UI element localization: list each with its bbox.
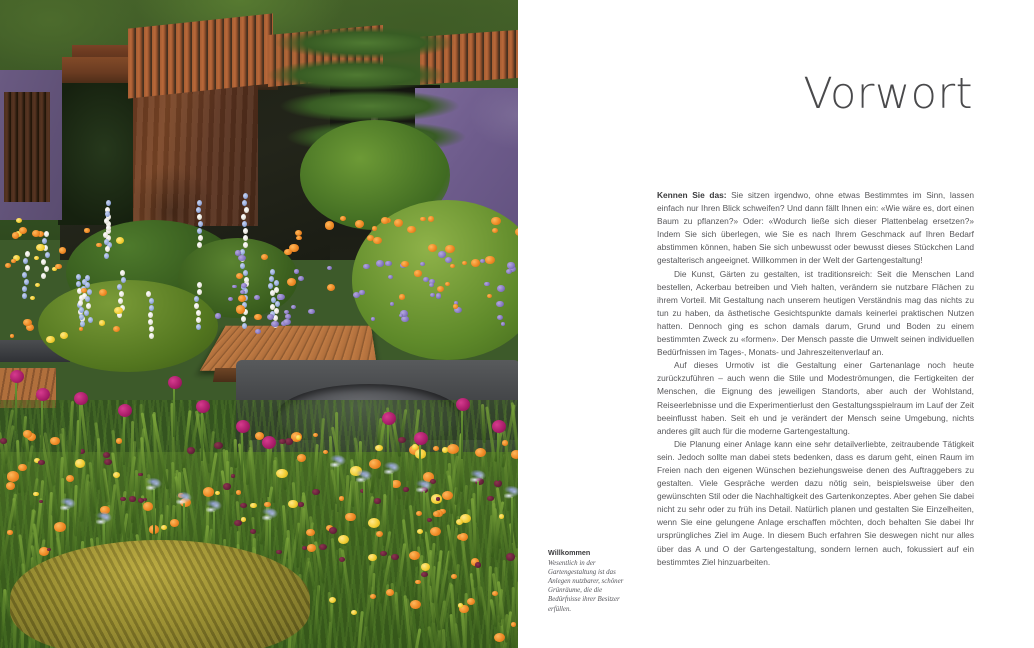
geranium-flower [429, 283, 434, 287]
geranium-flower [254, 295, 260, 300]
allium-stem [267, 445, 269, 497]
orange-flower [511, 450, 518, 459]
allium-stem [123, 413, 125, 465]
geranium-flower [308, 309, 314, 314]
yellow-flower [250, 503, 256, 508]
border-flower [99, 320, 105, 325]
yellow-flower [276, 469, 287, 479]
border-flower [5, 263, 11, 268]
burgundy-flower [103, 452, 110, 458]
foxglove-floret [270, 269, 275, 275]
orange-flower [492, 591, 498, 596]
yellow-flower [421, 563, 430, 571]
foxglove-floret [105, 246, 110, 252]
allium-stem [41, 397, 43, 449]
foxglove-floret [243, 242, 248, 248]
border-flower [113, 326, 120, 332]
orange-flower [376, 531, 383, 537]
iris-flower [96, 512, 112, 526]
allium-flower [236, 420, 250, 433]
orange-flower [447, 444, 459, 454]
allium-stem [79, 401, 81, 453]
grass-blade [472, 493, 476, 588]
orange-flower [7, 530, 12, 535]
burgundy-flower [403, 487, 409, 492]
orange-flower [415, 580, 421, 585]
orange-flower [502, 440, 508, 445]
foxglove-floret [79, 314, 84, 320]
foxglove-floret [106, 225, 111, 231]
orange-flower [297, 454, 306, 462]
foxglove-floret [25, 251, 30, 257]
iris-flower [504, 486, 518, 500]
yellow-flower [442, 447, 448, 452]
allium-flower [456, 398, 470, 411]
yellow-flower [33, 492, 38, 496]
border-flower [46, 336, 55, 343]
burgundy-flower [374, 498, 381, 504]
burgundy-flower [234, 520, 242, 526]
golden-conifer-shrub [10, 540, 310, 648]
allium-stem [497, 429, 499, 481]
orange-flower [6, 482, 15, 489]
allium-stem [461, 407, 463, 459]
allium-flower [168, 376, 182, 389]
orange-flower [485, 256, 494, 264]
geranium-flower [501, 322, 505, 325]
allium-flower [74, 392, 88, 405]
foxglove-floret [22, 272, 27, 278]
orange-flower [381, 217, 389, 224]
orange-flower [327, 284, 336, 291]
foxglove-floret [242, 200, 247, 206]
geranium-flower [484, 282, 489, 287]
foxglove-floret [41, 273, 46, 279]
yellow-flower [288, 500, 298, 508]
shrub-mass [38, 280, 218, 372]
burgundy-flower [427, 518, 432, 522]
orange-flower [325, 221, 335, 229]
iris-stem [391, 473, 393, 519]
allium-stem [201, 409, 203, 461]
orange-flower [409, 551, 420, 560]
iris-stem [153, 489, 155, 535]
geranium-flower [436, 293, 442, 298]
geranium-flower [507, 262, 514, 268]
iris-flower [146, 478, 162, 492]
orange-flower [433, 511, 440, 517]
orange-flower [471, 259, 480, 267]
geranium-flower [283, 319, 291, 326]
grass-blade [97, 438, 100, 490]
iris-stem [363, 481, 365, 527]
foxglove-floret [41, 259, 46, 265]
foxglove-floret [197, 214, 202, 220]
burgundy-flower [279, 439, 285, 444]
geranium-flower [376, 260, 384, 267]
foxglove-floret [120, 270, 125, 276]
lead-in-text: Kennen Sie das: [657, 190, 727, 200]
corten-wall-panel [133, 86, 258, 226]
allium-flower [492, 420, 506, 433]
allium-flower [262, 436, 276, 449]
iris-stem [423, 491, 425, 537]
orange-flower [306, 529, 315, 536]
paragraph: Auf dieses Urmotiv ist die Gestaltung einer Gartenanlage noch heute zurückzuführen – auch wenn die Stile und Modeströmungen, die Fertigkeiten der Menschen, die Eignung des jeweiligen Standorts, aber auch der Wohlstand, Reiseerlebnisse und die Experimentierlust den Gestaltungsspielraum im Lauf der Zeit beeinflusst haben. Seit eh und je verändert der Mensch seine Umgebung, nichts anderes gilt auch für die moderne Gartengestaltung. [657, 360, 974, 436]
iris-flower [176, 492, 192, 506]
foxglove-floret [243, 193, 248, 199]
foxglove-floret [240, 263, 245, 269]
page-title: Vorwort [803, 69, 973, 119]
burgundy-flower [421, 572, 427, 577]
allium-flower [10, 370, 24, 383]
border-flower [34, 256, 39, 260]
orange-flower [453, 304, 459, 309]
orange-flower [50, 437, 60, 445]
orange-flower [430, 527, 441, 536]
paragraph-text: Sie sitzen irgendwo, ohne etwas Bestimmtes im Sinn, lassen einfach nur Ihren Blick schweifen? Und dann fällt Ihnen ein: «Wie wäre es, dort einen Baum zu pflanzen?» Oder: «Wodurch ließe sich dieser Plattenbelag ersetzen?» Indem Sie sich überlegen, wie Sie es nach Ihrem Geschmack auf Ihren Bedarf abstimmen können, haben Sie sich unbewusst oder bewusst dieses Stückchen Land gestalterisch angeeignet. Willkommen in der Welt der Gartengestaltung! [657, 190, 974, 266]
burgundy-flower [231, 474, 235, 477]
foxglove-floret [80, 321, 85, 327]
orange-flower [416, 511, 422, 516]
border-flower [30, 296, 35, 300]
yellow-flower [296, 435, 301, 440]
orange-flower [54, 522, 66, 532]
orange-flower [254, 314, 261, 320]
border-flower [59, 247, 67, 253]
grass-blade [383, 494, 387, 546]
orange-flower [261, 254, 268, 260]
orange-flower [428, 244, 437, 252]
orange-flower [414, 270, 421, 276]
orange-flower [467, 598, 475, 605]
foxglove-floret [197, 282, 202, 288]
foxglove-floret [104, 239, 109, 245]
border-flower [35, 283, 40, 287]
orange-flower [287, 278, 296, 286]
geranium-flower [298, 276, 304, 281]
foxglove-floret [44, 266, 49, 272]
allium-flower [196, 400, 210, 413]
caption-title: Willkommen [548, 548, 591, 557]
orange-flower [433, 446, 439, 451]
burgundy-flower [0, 438, 7, 443]
orange-flower [511, 622, 516, 626]
foxglove-floret [22, 286, 27, 292]
foxglove-floret [241, 316, 246, 322]
foxglove-floret [103, 232, 108, 238]
orange-flower [407, 226, 415, 233]
orange-flower [459, 533, 468, 541]
geranium-flower [480, 259, 485, 263]
foxglove-floret [44, 231, 49, 237]
orange-flower [339, 496, 344, 500]
foxglove-floret [194, 296, 199, 302]
foxglove-floret [86, 303, 91, 309]
timber-gate [4, 92, 50, 202]
foxglove-floret [197, 289, 202, 295]
border-flower [79, 327, 83, 331]
foxglove-floret [194, 303, 199, 309]
burgundy-flower [276, 550, 282, 555]
orange-flower [238, 295, 246, 302]
yellow-flower [458, 603, 463, 607]
burgundy-flower [391, 554, 398, 560]
iris-stem [67, 509, 69, 555]
geranium-flower [497, 315, 503, 320]
iris-flower [356, 470, 372, 484]
allium-flower [118, 404, 132, 417]
foxglove-floret [197, 200, 202, 206]
burgundy-flower [398, 437, 406, 443]
foxglove-floret [198, 235, 203, 241]
grass-blade [338, 548, 342, 578]
orange-flower [372, 226, 377, 231]
burgundy-flower [138, 498, 144, 503]
body-text-column [657, 189, 974, 569]
foxglove-floret [275, 301, 280, 307]
foxglove-floret [45, 252, 50, 258]
orange-flower [143, 502, 153, 510]
foxglove-floret [243, 228, 248, 234]
geranium-flower [232, 285, 236, 289]
orange-flower [373, 237, 382, 244]
iris-flower [330, 455, 346, 469]
geranium-flower [277, 294, 284, 300]
geranium-flower [363, 264, 370, 270]
geranium-flower [294, 269, 299, 273]
paragraph [657, 189, 974, 268]
border-flower [11, 259, 15, 263]
border-flower [12, 232, 20, 239]
foxglove-floret [271, 297, 276, 303]
geranium-flower [359, 290, 364, 295]
orange-flower [116, 438, 122, 443]
burgundy-flower [214, 442, 222, 449]
iris-flower [470, 470, 486, 484]
iris-flower [262, 508, 278, 522]
yellow-flower [338, 535, 349, 544]
foxglove-floret [24, 279, 29, 285]
foxglove-floret [243, 270, 248, 276]
foxglove-floret [88, 317, 93, 323]
yellow-flower [215, 491, 220, 495]
geranium-flower [438, 251, 446, 258]
orange-flower [420, 217, 425, 222]
foxglove-floret [42, 238, 47, 244]
paragraph: Die Kunst, Gärten zu gestalten, ist traditionsreich: Seit die Menschen Land bestellen, Ackerbau betreiben und Vieh halten, verändern sie nutzbare Flächen zu ihrem Vorteil. Mit Gestaltung nach unserem heutigen Verständnis mag das nichts zu tun zu haben, da ästhetische Gesichtspunkte damals keinerlei praktischen Nutzen hatten. Dennoch ging es schon damals darum, Grund und Boden zu einem bestimmten Zweck zu «formen». Der Mensch passte die Umwelt seinen individuellen Bedürfnissen im Tages-, Monats- und Jahreszeitenverlauf an. [657, 268, 974, 358]
border-flower [84, 228, 89, 233]
burgundy-flower [476, 563, 481, 567]
border-flower [10, 334, 14, 338]
caption-text: Wesentlich in der Gartengestaltung ist das Anlegen nutzbarer, schöner Grünräume, die die Bedürfnisse ihrer Besitzer erfüllen. [548, 559, 624, 613]
iris-stem [477, 481, 479, 527]
foxglove-floret [23, 258, 28, 264]
foxglove-floret [274, 280, 279, 286]
burgundy-flower [319, 544, 327, 550]
iris-flower [60, 498, 76, 512]
allium-stem [15, 379, 17, 431]
orange-flower [345, 513, 355, 522]
geranium-flower [497, 285, 505, 291]
foxglove-floret [104, 218, 109, 224]
iris-flower [416, 480, 432, 494]
geranium-flower [371, 317, 376, 321]
foxglove-floret [244, 277, 249, 283]
geranium-flower [215, 313, 221, 318]
orange-flower [296, 236, 301, 241]
orange-flower [386, 589, 394, 596]
text-page [518, 0, 1034, 648]
orange-flower [203, 487, 214, 497]
foxglove-floret [87, 289, 92, 295]
orange-flower [7, 471, 19, 481]
photo-caption [548, 548, 634, 614]
orange-flower [236, 305, 246, 313]
orange-flower [399, 294, 405, 299]
border-flower [60, 332, 68, 339]
geranium-flower [291, 305, 296, 309]
foxglove-floret [121, 277, 126, 283]
burgundy-flower [250, 529, 256, 534]
foxglove-floret [25, 265, 30, 271]
foxglove-floret [22, 293, 27, 299]
orange-flower [428, 216, 434, 221]
border-flower [16, 218, 22, 223]
allium-flower [414, 432, 428, 445]
allium-flower [36, 388, 50, 401]
orange-flower [475, 448, 486, 457]
burgundy-flower [104, 459, 112, 465]
yellow-flower [113, 472, 120, 478]
foxglove-floret [118, 298, 123, 304]
burgundy-flower [298, 502, 303, 506]
orange-flower [401, 261, 408, 267]
iris-flower [384, 462, 400, 476]
geranium-flower [241, 283, 247, 288]
foxglove-floret [270, 304, 275, 310]
burgundy-flower [38, 460, 45, 465]
iris-stem [337, 466, 339, 512]
geranium-flower [327, 266, 332, 270]
foxglove-floret [196, 317, 201, 323]
foxglove-floret [79, 307, 84, 313]
foxglove-floret [243, 235, 248, 241]
border-flower [55, 264, 61, 269]
foxglove-floret [196, 324, 201, 330]
paragraph: Die Planung einer Anlage kann eine sehr detailverliebte, zeitraubende Tätigkeit sein. Jedoch sollte man dabei stets bedenken, dass es darum geht, einen Raum im Freien nach den eigenen Wünschen beziehungsweise denen des Auftraggebers zu gestalten. Viele Gespräche werden dazu nötig sein, beispielsweise über den gewünschten Stil oder die Nachhaltigkeit des Gartenkonzeptes. Aber gehen Sie dabei nicht zu sehr oder zu früh ins Detail. Natürlich planen und gestalten Sie Einzelheiten, wenn Sie eine gelungene Anlage erschaffen möchten, doch behalten Sie dabei Ihr ursprüngliches Ziel im Auge. In diesem Buch erfahren Sie deswegen nicht nur alles über das A und O der Gartengestaltung, sondern lernen auch, fokussiert auf ein bestimmtes Ziel hinzuarbeiten. [657, 438, 974, 567]
geranium-flower [285, 314, 290, 319]
orange-flower [445, 282, 450, 287]
tree-canopy-layer [262, 88, 477, 124]
burgundy-flower [506, 553, 515, 560]
orange-flower [323, 450, 328, 454]
foxglove-floret [149, 333, 154, 339]
geranium-flower [235, 250, 241, 255]
foxglove-floret [197, 228, 202, 234]
iris-flower [206, 500, 222, 514]
orange-flower [394, 219, 403, 227]
iris-stem [511, 497, 513, 543]
foxglove-floret [244, 207, 249, 213]
allium-flower [382, 412, 396, 425]
geranium-flower [445, 257, 452, 263]
allium-stem [173, 385, 175, 437]
allium-stem [241, 429, 243, 481]
